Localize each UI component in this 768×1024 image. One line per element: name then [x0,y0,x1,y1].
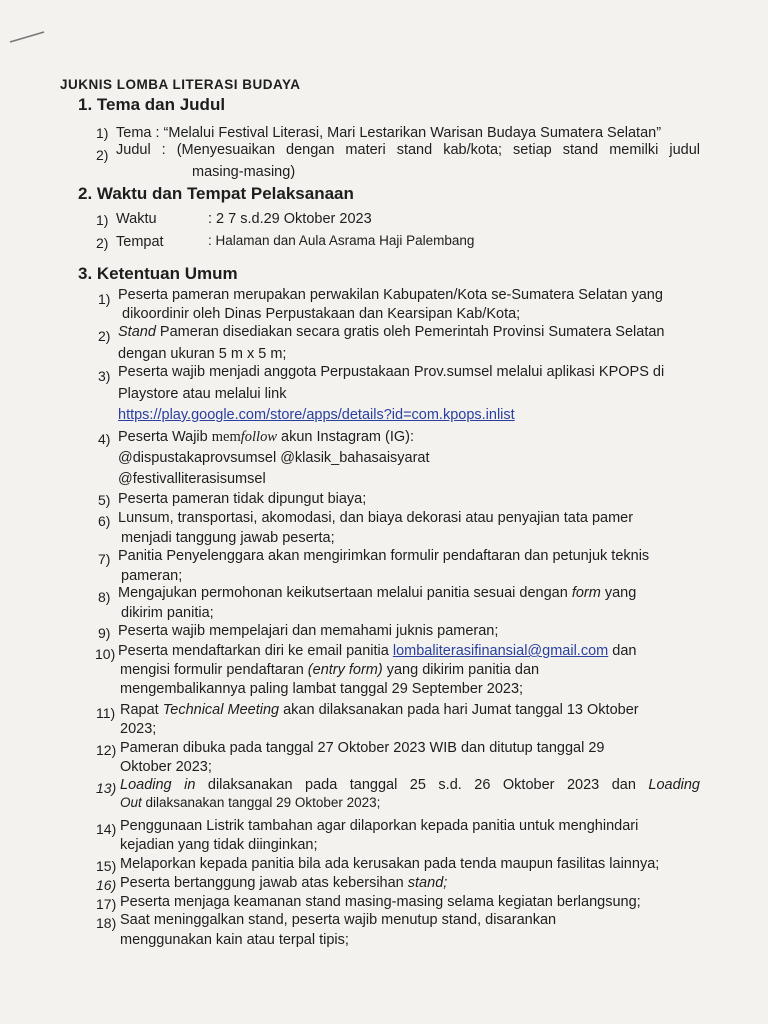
s3-item-13-line-1 [120,776,700,794]
s3-item-4-mem: mem [211,429,241,445]
s3-item-18-number: 18) [96,915,117,931]
s3-item-8-text-b: yang [600,585,637,601]
s3-item-13-loading-in: Loading in [120,777,196,793]
s3-item-13-text-a: dilaksanakan pada tanggal 25 s.d. 26 Oktober 2023 dan [195,777,649,793]
s3-item-8-text-a: Mengajukan permohonan keikutsertaan melalui panitia sesuai dengan [118,585,572,601]
s1-item-2-number: 2) [96,147,109,163]
s3-item-12-line-1: Pameran dibuka pada tanggal 27 Oktober 2023 WIB dan ditutup tanggal 29 [120,740,605,756]
s2-item-1-value: : 2 7 s.d.29 Oktober 2023 [208,211,372,227]
s3-item-10-text-d: yang dikirim panitia dan [382,662,540,678]
s3-item-16-line-1 [120,874,447,892]
s3-item-14-number: 14) [96,821,117,837]
s3-item-6-line-2: menjadi tanggung jawab peserta; [121,530,335,546]
s3-item-4-follow: follow [240,429,278,445]
s3-item-4-line-1 [118,428,414,446]
s3-item-10-entry-form: (entry form) [307,662,383,678]
s3-item-7-line-1: Panitia Penyelenggara akan mengirimkan formulir pendaftaran dan petunjuk teknis [118,548,650,564]
section-1-heading: 1. Tema dan Judul [78,95,226,114]
s3-item-13-number: 13) [96,780,117,796]
s3-item-11-line-1 [120,701,639,719]
s2-item-1-label: Waktu [116,211,157,227]
s3-item-8-form: form [571,585,601,601]
s3-item-4-text-b: akun Instagram (IG): [277,429,415,445]
s3-item-12-number: 12) [96,742,117,758]
s3-item-10-line-2 [120,661,539,679]
s3-item-3-line-1: Peserta wajib menjadi anggota Perpustakaan Prov.sumsel melalui aplikasi KPOPS di [118,364,665,380]
s2-item-2-value: : Halaman dan Aula Asrama Haji Palembang [208,233,475,248]
s3-item-10-text-c: mengisi formulir pendaftaran [120,662,308,678]
panitia-email-link[interactable]: lombaliterasifinansial@gmail.com [392,643,609,659]
s3-item-10-text-b: dan [608,643,637,659]
s3-item-2-line-2: dengan ukuran 5 m x 5 m; [118,346,287,362]
s3-item-2-number: 2) [98,328,111,344]
section-2-heading: 2. Waktu dan Tempat Pelaksanaan [78,184,354,203]
s3-item-11-text-a: Rapat [120,702,163,718]
s3-item-5-line-1: Peserta pameran tidak dipungut biaya; [118,491,367,507]
s3-item-15-number: 15) [96,858,117,874]
s3-item-4-text-a: Peserta Wajib [118,429,212,445]
s3-item-18-line-2: menggunakan kain atau terpal tipis; [120,932,349,948]
s3-item-13-line-2 [120,794,380,812]
s3-item-3-line-2: Playstore atau melalui link [118,386,287,402]
s3-item-17-number: 17) [96,896,117,912]
pen-mark [8,28,48,48]
s3-item-2-stand-word: Stand [118,324,156,340]
s2-item-2-number: 2) [96,235,109,251]
s2-item-1-number: 1) [96,212,109,228]
s3-item-2-line-1-rest: Pameran disediakan secara gratis oleh Pemerintah Provinsi Sumatera Selatan [155,324,665,340]
s3-item-16-number: 16) [96,877,117,893]
s3-item-1-number: 1) [98,291,111,307]
s3-item-16-stand: stand; [407,875,448,891]
s3-item-14-line-1: Penggunaan Listrik tambahan agar dilaporkan kepada panitia untuk menghindari [120,818,639,834]
s3-item-4-line-3: @festivalliterasisumsel [118,471,266,487]
s3-item-3-number: 3) [98,368,111,384]
s3-item-16-text-a: Peserta bertanggung jawab atas kebersihan [120,875,408,891]
s3-item-13-loading: Loading [648,777,700,793]
s3-item-10-number: 10) [95,646,116,662]
s3-item-9-line-1: Peserta wajib mempelajari dan memahami juknis pameran; [118,623,499,639]
s3-item-14-line-2: kejadian yang tidak diinginkan; [120,837,318,853]
s3-item-9-number: 9) [98,625,111,641]
s3-item-15-line-1: Melaporkan kepada panitia bila ada kerusakan pada tenda maupun fasilitas lainnya; [120,856,660,872]
s1-item-2-line-2: masing-masing) [192,164,296,180]
s3-item-10-text-a: Peserta mendaftarkan diri ke email panitia [118,643,393,659]
s3-item-10-line-3: mengembalikannya paling lambat tanggal 29 September 2023; [120,681,524,697]
s1-item-2-line-1: Judul : (Menyesuaikan dengan materi stand kab/kota; setiap stand memilki judul [116,142,700,158]
s2-item-2-label: Tempat [116,234,164,250]
s3-item-17-line-1: Peserta menjaga keamanan stand masing-masing selama kegiatan berlangsung; [120,894,641,910]
s3-item-8-line-2: dikirim panitia; [121,605,214,621]
s3-item-7-number: 7) [98,551,111,567]
s3-item-18-line-1: Saat meninggalkan stand, peserta wajib menutup stand, disarankan [120,912,557,928]
s1-item-1-text: Tema : “Melalui Festival Literasi, Mari Lestarikan Warisan Budaya Sumatera Selatan” [116,125,662,141]
s3-item-10-line-1 [118,642,636,660]
s3-item-8-number: 8) [98,589,111,605]
s3-item-2-line-1 [118,323,664,341]
s1-item-1-number: 1) [96,125,109,141]
kpops-playstore-link[interactable]: https://play.google.com/store/apps/details?id=com.kpops.inlist [118,407,515,423]
s3-item-6-line-1: Lunsum, transportasi, akomodasi, dan biaya dekorasi atau penyajian tata pamer [118,510,634,526]
s3-item-1-line-1: Peserta pameran merupakan perwakilan Kabupaten/Kota se-Sumatera Selatan yang [118,287,663,303]
section-3-heading: 3. Ketentuan Umum [78,264,238,283]
s3-item-6-number: 6) [98,513,111,529]
s3-item-4-number: 4) [98,431,111,447]
s3-item-7-line-2: pameran; [121,568,183,584]
s3-item-11-line-2: 2023; [120,721,157,737]
s3-item-13-out: Out [120,795,142,810]
s3-item-4-line-2: @dispustakaprovsumsel @klasik_bahasaisyarat [118,450,430,466]
s3-item-1-line-2: dikoordinir oleh Dinas Perpustakaan dan Kearsipan Kab/Kota; [122,306,521,322]
s3-item-11-number: 11) [96,705,116,721]
s3-item-12-line-2: Oktober 2023; [120,759,212,775]
s3-item-11-technical-meeting: Technical Meeting [162,702,280,718]
s3-item-8-line-1 [118,584,636,602]
s3-item-5-number: 5) [98,492,111,508]
document-title: JUKNIS LOMBA LITERASI BUDAYA [60,77,301,92]
s3-item-13-text-b: dilaksanakan tanggal 29 Oktober 2023; [141,795,381,810]
s3-item-11-text-b: akan dilaksanakan pada hari Jumat tanggal 13 Oktober [279,702,639,718]
